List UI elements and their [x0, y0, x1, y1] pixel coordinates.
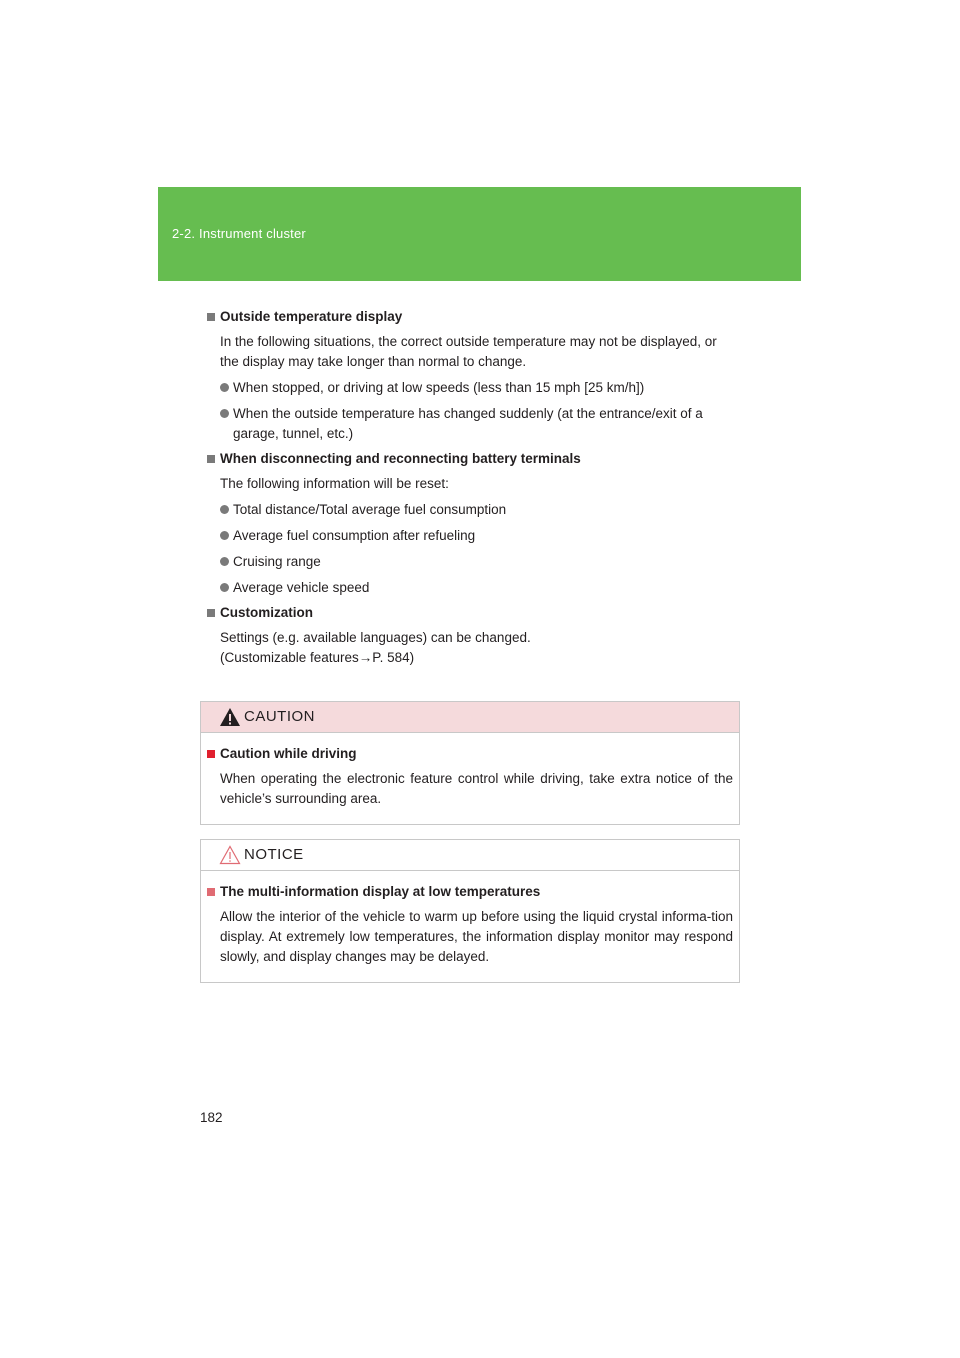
list-item: Cruising range: [220, 552, 739, 572]
section-heading: Outside temperature display: [207, 306, 739, 328]
list-item: When the outside temperature has changed suddenly (at the entrance/exit of a garage, tunnel, etc.): [220, 404, 739, 444]
caution-box: [200, 701, 740, 825]
square-bullet-icon: [207, 750, 215, 758]
square-bullet-icon: [207, 455, 215, 463]
square-bullet-icon: [207, 609, 215, 617]
bullet-dot-icon: [220, 531, 229, 540]
square-bullet-icon: [207, 888, 215, 896]
caution-heading: Caution while driving: [207, 743, 733, 765]
list-item: Average fuel consumption after refueling: [220, 526, 739, 546]
section-header-bar: [158, 187, 801, 281]
caution-text: When operating the electronic feature control while driving, take extra notice of the vehicle’s surrounding area.: [220, 771, 733, 806]
main-content: [207, 306, 739, 668]
bullet-dot-icon: [220, 383, 229, 392]
square-bullet-icon: [207, 313, 215, 321]
section-title: 2-2. Instrument cluster: [172, 226, 306, 241]
bullet-dot-icon: [220, 505, 229, 514]
notice-text: Allow the interior of the vehicle to warm up before using the liquid crystal informa-tion display. At extremely low temperatures, the information display monitor may respond slowly, and display changes may be delayed.: [220, 909, 733, 964]
bullet-dot-icon: [220, 557, 229, 566]
section-heading: When disconnecting and reconnecting battery terminals: [207, 448, 739, 470]
warning-triangle-icon: [219, 707, 241, 727]
notice-label: NOTICE: [244, 846, 304, 863]
cross-reference: (Customizable features→P. 584): [220, 650, 415, 665]
section-paragraph: Settings (e.g. available languages) can be changed.: [220, 630, 531, 645]
bullet-dot-icon: [220, 409, 229, 418]
notice-header: [201, 840, 739, 871]
section-heading: Customization: [207, 602, 739, 624]
list-item: Average vehicle speed: [220, 578, 739, 598]
section-paragraph: In the following situations, the correct outside temperature may not be displayed, or the display may take longer than normal to change.: [220, 334, 717, 369]
notice-heading: The multi-information display at low temperatures: [207, 881, 733, 903]
list-item: When stopped, or driving at low speeds (less than 15 mph [25 km/h]): [220, 378, 739, 398]
section-paragraph: The following information will be reset:: [220, 476, 449, 491]
list-item: Total distance/Total average fuel consumption: [220, 500, 739, 520]
warning-triangle-icon: [219, 845, 241, 865]
bullet-dot-icon: [220, 583, 229, 592]
caution-header: [201, 702, 739, 733]
caution-label: CAUTION: [244, 708, 315, 725]
page-number: 182: [200, 1110, 223, 1125]
notice-box: [200, 839, 740, 983]
